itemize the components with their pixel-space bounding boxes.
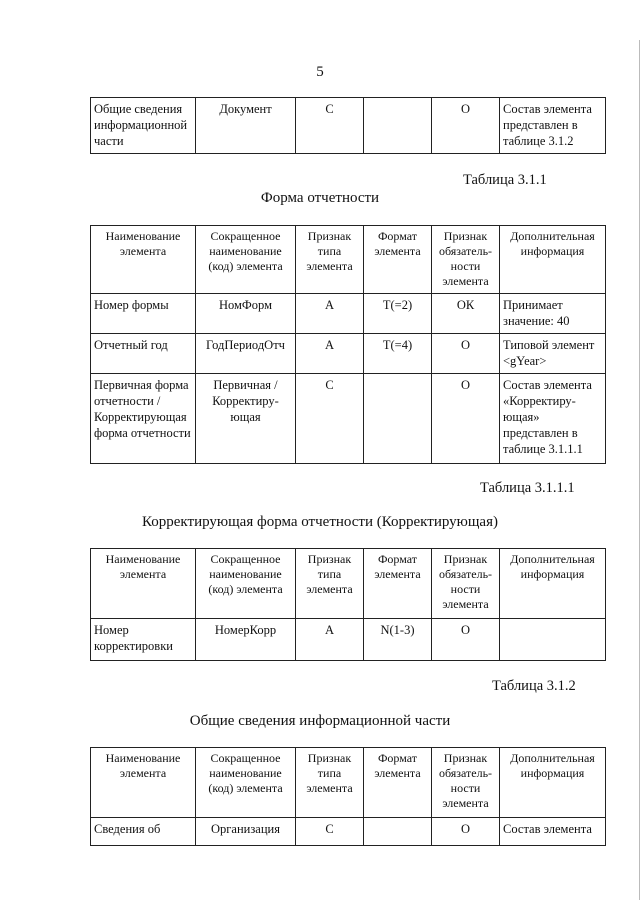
header-required: Признак обязатель-ности элемента (432, 549, 500, 619)
element-required-cell: ОК (432, 294, 500, 334)
element-info-cell: Принимает значение: 40 (500, 294, 606, 334)
table-row (91, 294, 606, 334)
table-3-1-1-1 (90, 548, 606, 661)
header-name: Наименование элемента (91, 549, 196, 619)
header-type: Признак типа элемента (296, 549, 364, 619)
element-format-cell (364, 374, 432, 464)
element-info-cell: Состав элемента представлен в таблице 3.1.2 (500, 98, 606, 154)
element-name-cell: Номер корректировки (91, 619, 196, 661)
header-type: Признак типа элемента (296, 226, 364, 294)
element-code-cell: НомерКорр (196, 619, 296, 661)
header-name: Наименование элемента (91, 748, 196, 818)
element-format-cell: N(1-3) (364, 619, 432, 661)
element-type-cell: А (296, 619, 364, 661)
element-name-cell: Первичная форма отчетности / Корректирующая форма отчетности (91, 374, 196, 464)
header-info: Дополнительная информация (500, 226, 606, 294)
table-number-3-1-1-1: Таблица 3.1.1.1 (480, 480, 575, 496)
element-name-cell: Сведения об (91, 818, 196, 846)
table-row (91, 818, 606, 846)
table-header-row (91, 549, 606, 619)
continuation-table (90, 97, 606, 154)
header-code: Сокращенное наименование (код) элемента (196, 549, 296, 619)
table-title-3-1-2: Общие сведения информационной части (189, 713, 451, 729)
element-name-cell: Общие сведения информационной части (91, 98, 196, 154)
element-type-cell: С (296, 818, 364, 846)
element-required-cell: О (432, 818, 500, 846)
element-format-cell (364, 98, 432, 154)
table-row (91, 98, 606, 154)
element-format-cell (364, 818, 432, 846)
header-format: Формат элемента (364, 549, 432, 619)
table-row (91, 619, 606, 661)
element-name-cell: Отчетный год (91, 334, 196, 374)
header-required: Признак обязатель-ности элемента (432, 748, 500, 818)
element-format-cell: T(=4) (364, 334, 432, 374)
header-code: Сокращенное наименование (код) элемента (196, 748, 296, 818)
table-row (91, 374, 606, 464)
element-code-cell: Организация (196, 818, 296, 846)
element-type-cell: С (296, 98, 364, 154)
element-required-cell: О (432, 98, 500, 154)
table-header-row (91, 226, 606, 294)
table-title-3-1-1-1: Корректирующая форма отчетности (Корректирующая) (142, 514, 498, 530)
table-3-1-1 (90, 225, 606, 464)
element-required-cell: О (432, 619, 500, 661)
page-number: 5 (316, 64, 324, 80)
element-type-cell: С (296, 374, 364, 464)
table-number-3-1-2: Таблица 3.1.2 (492, 678, 576, 694)
header-name: Наименование элемента (91, 226, 196, 294)
element-required-cell: О (432, 374, 500, 464)
element-name-cell: Номер формы (91, 294, 196, 334)
table-3-1-2 (90, 747, 606, 846)
table-title-3-1-1: Форма отчетности (260, 190, 380, 206)
element-info-cell: Типовой элемент <gYear> (500, 334, 606, 374)
header-required: Признак обязатель-ности элемента (432, 226, 500, 294)
element-info-cell (500, 619, 606, 661)
table-header-row (91, 748, 606, 818)
element-format-cell: T(=2) (364, 294, 432, 334)
header-format: Формат элемента (364, 226, 432, 294)
element-code-cell: Первичная / Корректиру-ющая (196, 374, 296, 464)
element-code-cell: ГодПериодОтч (196, 334, 296, 374)
element-code-cell: НомФорм (196, 294, 296, 334)
element-code-cell: Документ (196, 98, 296, 154)
table-number-3-1-1: Таблица 3.1.1 (463, 172, 547, 188)
header-format: Формат элемента (364, 748, 432, 818)
header-info: Дополнительная информация (500, 549, 606, 619)
element-info-cell: Состав элемента «Корректиру-ющая» представлен в таблице 3.1.1.1 (500, 374, 606, 464)
table-row (91, 334, 606, 374)
element-info-cell: Состав элемента (500, 818, 606, 846)
element-type-cell: А (296, 294, 364, 334)
element-required-cell: О (432, 334, 500, 374)
header-info: Дополнительная информация (500, 748, 606, 818)
header-type: Признак типа элемента (296, 748, 364, 818)
header-code: Сокращенное наименование (код) элемента (196, 226, 296, 294)
element-type-cell: А (296, 334, 364, 374)
